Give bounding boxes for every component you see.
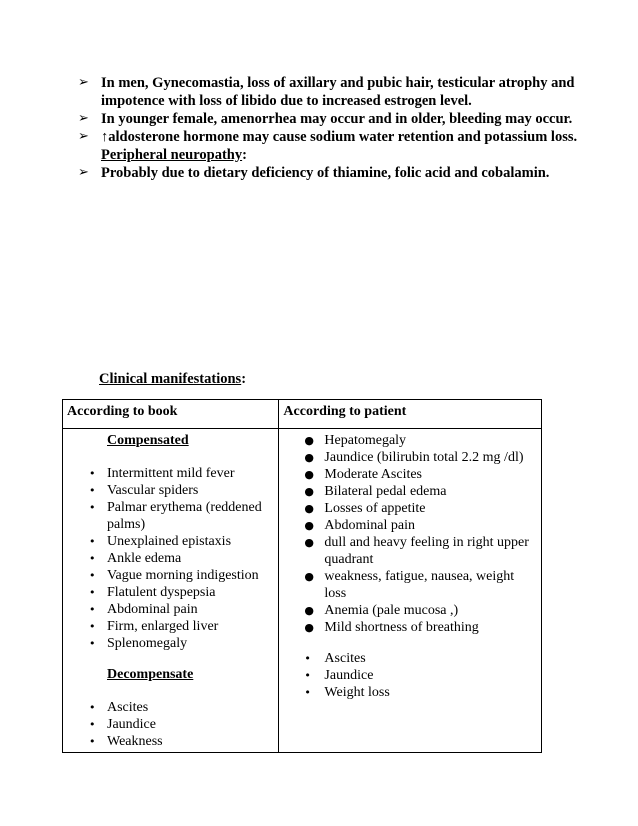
filled-bullet-icon: ● — [304, 621, 315, 634]
round-bullet-icon: • — [89, 718, 96, 731]
item-text: Ankle edema — [107, 551, 182, 566]
item-text: Weight loss — [324, 685, 390, 700]
list-item — [67, 584, 274, 601]
list-item — [67, 567, 274, 584]
list-item — [67, 618, 274, 635]
list-item — [291, 619, 535, 636]
round-bullet-icon: • — [89, 484, 96, 497]
bullet-text: In younger female, amenorrhea may occur and in older, bleeding may occur. — [101, 111, 573, 127]
bullet-text: ↑aldosterone hormone may cause sodium water retention and potassium loss. — [101, 129, 578, 145]
item-text: Vascular spiders — [107, 483, 199, 498]
filled-bullet-icon: ● — [304, 536, 315, 549]
list-item — [291, 517, 535, 534]
item-text: Moderate Ascites — [324, 467, 423, 482]
arrow-bullet-icon: ➢ — [78, 165, 89, 180]
heading-colon: : — [241, 371, 247, 387]
list-item — [67, 733, 274, 750]
round-bullet-icon: • — [304, 669, 311, 682]
item-text: Mild shortness of breathing — [324, 620, 479, 635]
item-text: Jaundice (bilirubin total 2.2 mg /dl) — [324, 450, 524, 465]
list-item — [291, 602, 535, 619]
item-text: Bilateral pedal edema — [324, 484, 447, 499]
filled-bullet-icon: ● — [304, 468, 315, 481]
round-bullet-icon: • — [89, 569, 96, 582]
filled-bullet-icon: ● — [304, 434, 315, 447]
patient-extra-list — [291, 650, 535, 701]
section-heading-peripheral — [78, 146, 578, 164]
item-text: Losses of appetite — [324, 501, 426, 516]
round-bullet-icon: • — [304, 652, 311, 665]
decompensated-title: Decompensate — [107, 667, 194, 682]
list-item — [78, 128, 578, 146]
list-item — [67, 499, 274, 533]
list-item — [67, 482, 274, 499]
item-text: Hepatomegaly — [324, 433, 407, 448]
filled-bullet-icon: ● — [304, 604, 315, 617]
item-text: Weakness — [107, 734, 163, 749]
list-item — [291, 534, 535, 568]
patient-list — [291, 432, 535, 636]
list-item — [291, 568, 535, 602]
list-item — [67, 699, 274, 716]
item-text: Jaundice — [324, 668, 374, 683]
list-item — [67, 635, 274, 652]
section-heading-clinical — [99, 371, 246, 388]
round-bullet-icon: • — [89, 603, 96, 616]
round-bullet-icon: • — [89, 735, 96, 748]
item-text: Flatulent dyspepsia — [107, 585, 216, 600]
arrow-bullet-list — [78, 74, 578, 182]
item-text: Firm, enlarged liver — [107, 619, 219, 634]
book-cell — [63, 429, 279, 753]
list-item — [291, 483, 535, 500]
heading-colon: : — [242, 147, 247, 163]
list-item — [67, 550, 274, 567]
round-bullet-icon: • — [89, 637, 96, 650]
heading-text: Peripheral neuropathy — [101, 147, 243, 163]
round-bullet-icon: • — [89, 467, 96, 480]
round-bullet-icon: • — [89, 501, 96, 514]
item-text: Jaundice — [107, 717, 156, 732]
round-bullet-icon: • — [89, 586, 96, 599]
decompensated-list — [67, 699, 274, 750]
item-text: Intermittent mild fever — [107, 466, 235, 481]
column-header: According to patient — [279, 400, 542, 429]
item-text: Unexplained epistaxis — [107, 534, 232, 549]
compensated-list — [67, 465, 274, 652]
round-bullet-icon: • — [89, 620, 96, 633]
list-item — [291, 466, 535, 483]
list-item — [291, 432, 535, 449]
list-item — [78, 164, 578, 182]
item-text: dull and heavy feeling in right upper quadrant — [324, 535, 529, 567]
filled-bullet-icon: ● — [304, 570, 315, 583]
item-text: Abdominal pain — [324, 518, 416, 533]
filled-bullet-icon: ● — [304, 502, 315, 515]
item-text: Abdominal pain — [107, 602, 198, 617]
column-header: According to book — [63, 400, 279, 429]
round-bullet-icon: • — [304, 686, 311, 699]
round-bullet-icon: • — [89, 535, 96, 548]
round-bullet-icon: • — [89, 701, 96, 714]
item-text: Anemia (pale mucosa ,) — [324, 603, 459, 618]
patient-cell — [279, 429, 542, 753]
compensated-title: Compensated — [107, 433, 189, 448]
item-text: Ascites — [324, 651, 366, 666]
list-item — [67, 601, 274, 618]
filled-bullet-icon: ● — [304, 519, 315, 532]
table-header-row — [63, 400, 542, 429]
list-item — [291, 500, 535, 517]
list-item — [67, 716, 274, 733]
list-item — [78, 110, 578, 128]
list-item — [291, 667, 535, 684]
item-text: Splenomegaly — [107, 636, 188, 651]
arrow-bullet-icon: ➢ — [78, 129, 89, 144]
clinical-manifestations-table — [62, 399, 542, 753]
arrow-bullet-icon: ➢ — [78, 111, 89, 126]
item-text: Vague morning indigestion — [107, 568, 259, 583]
item-text: Ascites — [107, 700, 149, 715]
filled-bullet-icon: ● — [304, 451, 315, 464]
list-item — [291, 449, 535, 466]
filled-bullet-icon: ● — [304, 485, 315, 498]
list-item — [78, 74, 578, 110]
heading-text: Clinical manifestations — [99, 371, 242, 387]
list-item — [67, 465, 274, 482]
bullet-text: Probably due to dietary deficiency of thiamine, folic acid and cobalamin. — [101, 165, 550, 181]
list-item — [291, 684, 535, 701]
bullet-text: In men, Gynecomastia, loss of axillary and pubic hair, testicular atrophy and impotence with loss of libido due to increased estrogen level. — [101, 75, 575, 109]
list-item — [291, 650, 535, 667]
round-bullet-icon: • — [89, 552, 96, 565]
list-item — [67, 533, 274, 550]
item-text: weakness, fatigue, nausea, weight loss — [324, 569, 515, 601]
arrow-bullet-icon: ➢ — [78, 75, 89, 90]
table-row — [63, 429, 542, 753]
item-text: Palmar erythema (reddened palms) — [107, 500, 262, 532]
